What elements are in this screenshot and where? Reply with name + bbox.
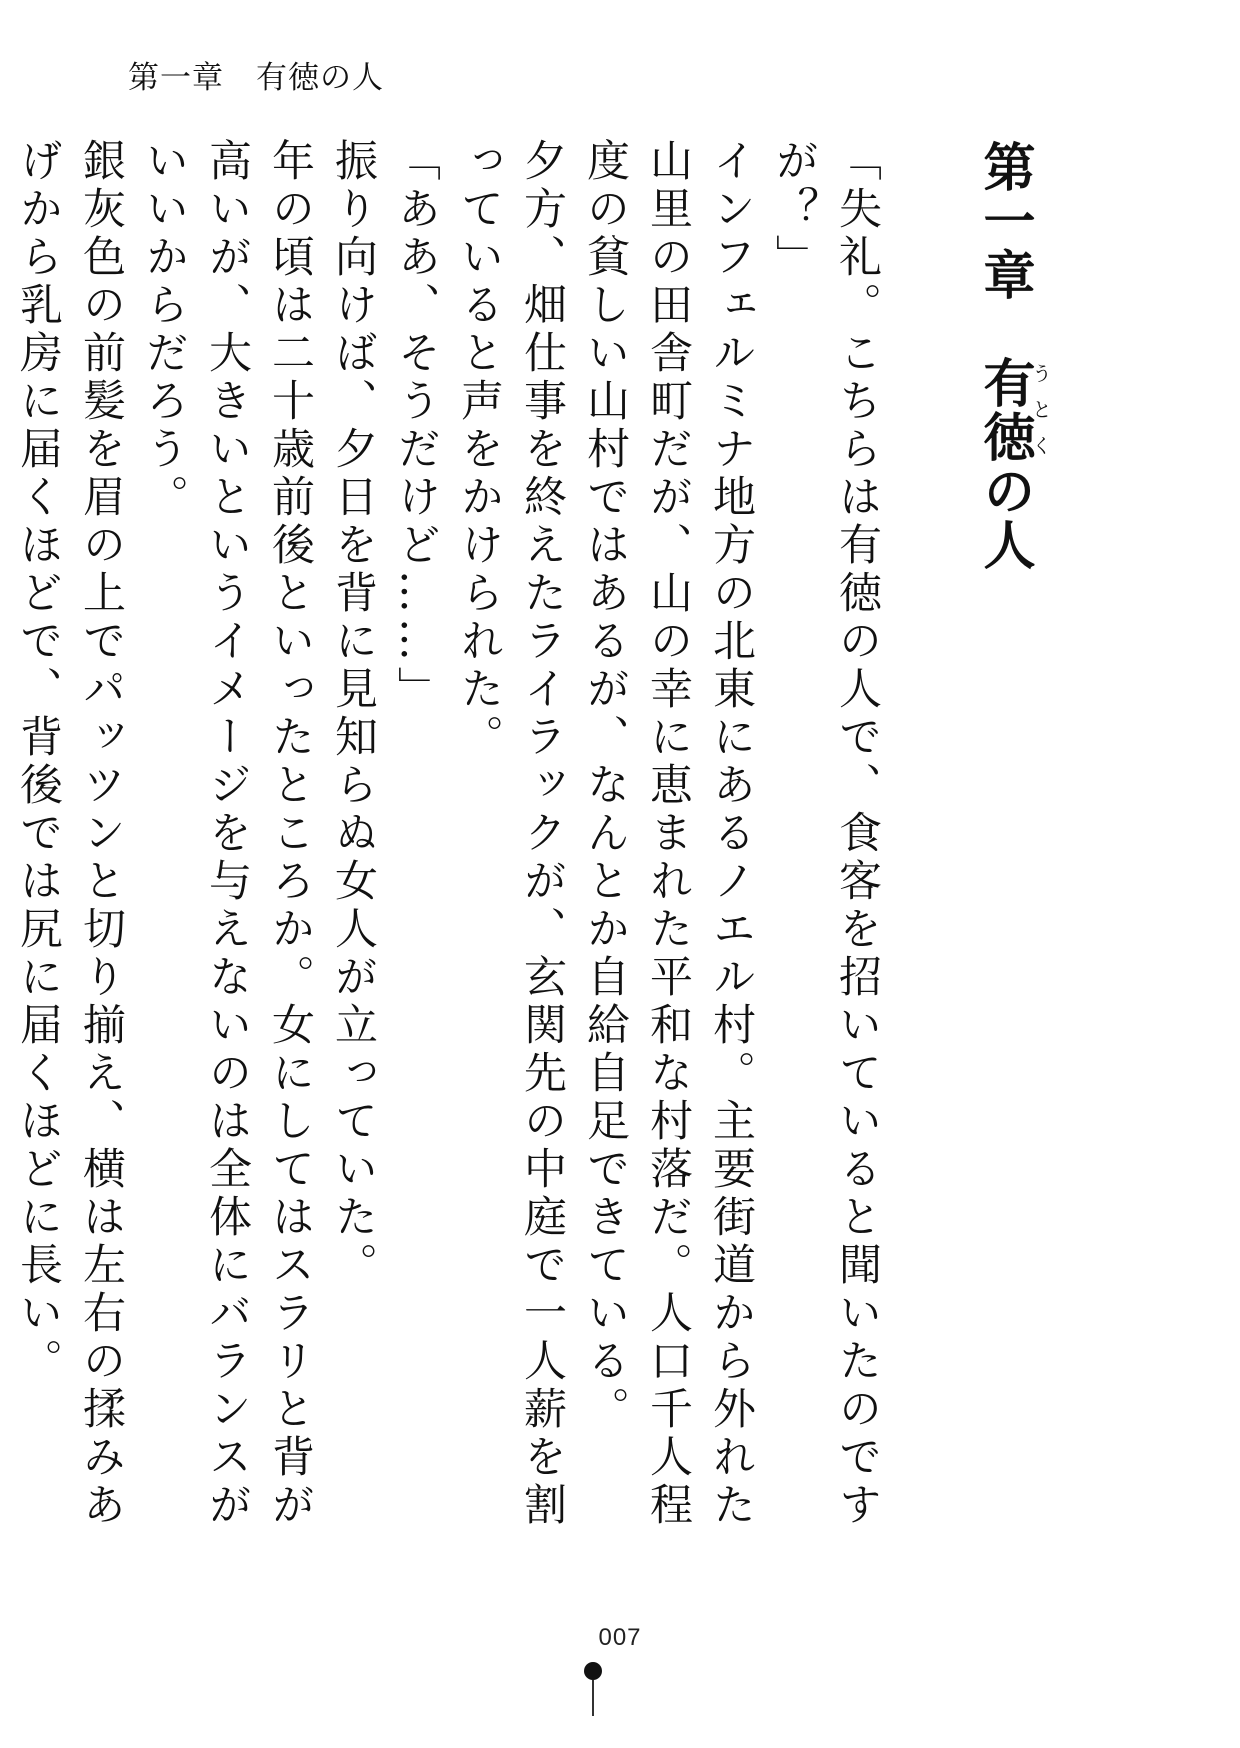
- page-ornament-dot-icon: [584, 1662, 602, 1680]
- chapter-number: 第一章: [974, 140, 1035, 302]
- paragraph: 振り向けば、夕日を背に見知らぬ女人が立っていた。: [328, 138, 378, 1290]
- page-ornament-line: [592, 1680, 594, 1716]
- chapter-title: [974, 140, 1053, 572]
- paragraph: [0, 138, 6, 1558]
- paragraph: 夕方、畑仕事を終えたライラックが、玄関先の中庭で一人薪を割っていると声をかけられた。: [454, 138, 567, 1530]
- paragraph: インフェルミナ地方の北東にあるノエル村。主要街道から外れた山里の田舎町だが、山の幸に恵まれた平和な村落だ。人口千人程度の貧しい山村ではあるが、なんとか自給自足できている。: [580, 138, 756, 1530]
- chapter-title-ruby: [974, 356, 1053, 464]
- running-header: 第一章 有徳の人: [128, 60, 384, 96]
- chapter-title-kanji: 有徳: [974, 356, 1035, 464]
- paragraph: 年の頃は二十歳前後といったところか。女にしてはスラリと背が高いが、大きいというイメージを与えないのは全体にバランスがいいからだろう。: [139, 138, 315, 1530]
- paragraph: 銀灰色の前髪を眉の上でパッツンと切り揃え、横は左右の揉みあげから乳房に届くほどで、背後では尻に届くほどに長い。: [13, 138, 126, 1530]
- paragraph: 「ああ、そうだけど……」: [391, 138, 441, 714]
- paragraph: 「失礼。こちらは有徳の人で、食客を招いていると聞いたのですが？」: [769, 138, 882, 1530]
- page-number: 007: [598, 1624, 642, 1651]
- chapter-title-suffix: の人: [974, 464, 1035, 572]
- chapter-title-furigana: うとく: [1028, 356, 1053, 464]
- body-text: [13, 138, 888, 1558]
